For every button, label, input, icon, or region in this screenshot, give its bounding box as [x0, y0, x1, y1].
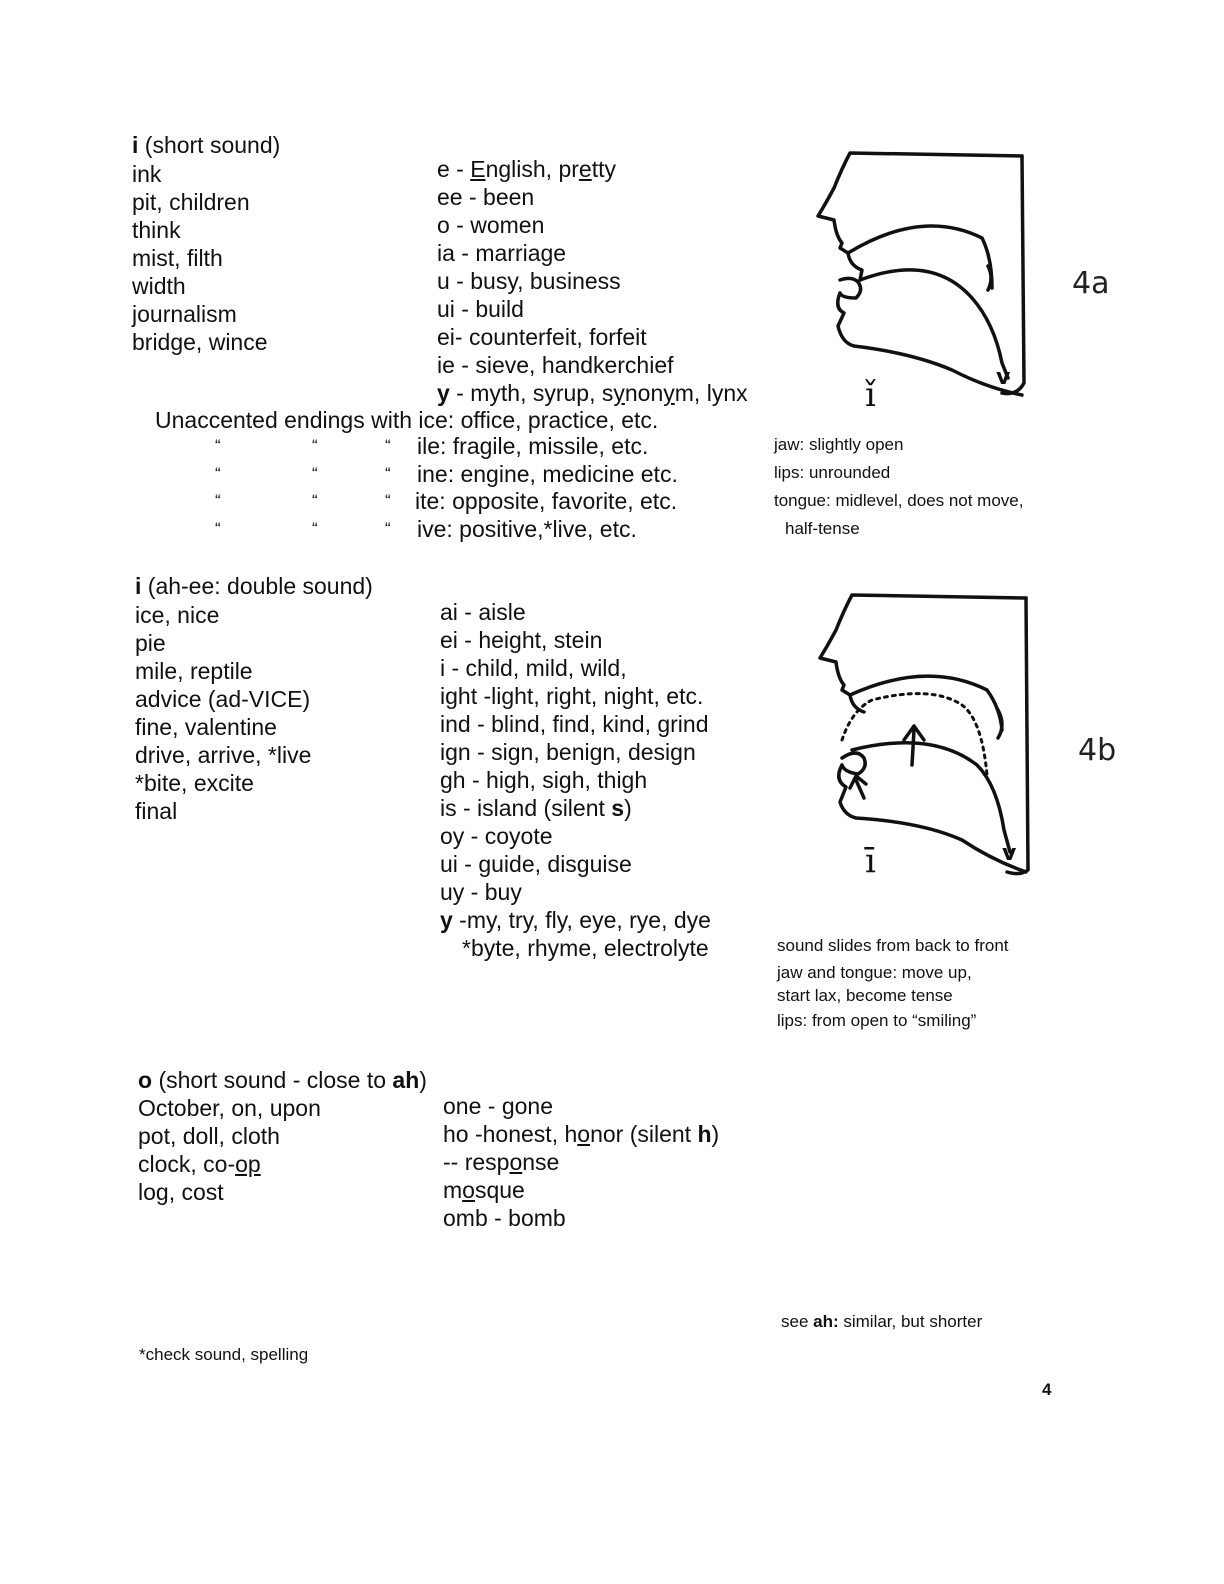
nasal-back-wall	[1002, 156, 1024, 394]
section-i-double-notes	[777, 933, 1009, 1034]
spelling-y-extra: *byte, rhyme, electrolyte	[462, 935, 709, 961]
ending-ine: ine: engine, medicine etc.	[417, 461, 678, 487]
nasal-back-wall	[1007, 598, 1028, 874]
palate-curve	[850, 676, 1002, 730]
ditto-mark: “	[312, 491, 318, 510]
ditto-mark: “	[215, 436, 221, 455]
spelling-ia: ia - marriage	[437, 240, 567, 266]
mouth-diagram-4a	[812, 148, 1037, 408]
example-word: pie	[135, 630, 166, 656]
vowel-symbol: ǐ	[865, 375, 876, 408]
figure-label-4b: 4b	[1078, 733, 1117, 768]
example-word: bridge, wince	[132, 329, 268, 355]
mouth-diagram-4b	[812, 590, 1037, 880]
note-line: jaw: slightly open	[774, 435, 904, 454]
lips-front	[842, 753, 865, 774]
uvula	[988, 266, 991, 290]
face-profile-outline	[818, 153, 1022, 280]
example-word: mist, filth	[132, 245, 223, 271]
section-o-short-note: see ah: similar, but shorter	[781, 1312, 983, 1331]
arrow-up-icon	[904, 726, 924, 765]
spelling-ee: ee - been	[437, 184, 535, 210]
spelling-row: mosque	[443, 1177, 525, 1203]
example-word: think	[132, 217, 181, 243]
section-i-double-heading: i (ah-ee: double sound)	[135, 573, 373, 599]
figure-label-4a: 4a	[1072, 266, 1110, 301]
v-mark-icon: v	[996, 365, 1011, 390]
ditto-mark: “	[215, 491, 221, 510]
spelling-row: oy - coyote	[440, 823, 553, 849]
example-word: ink	[132, 161, 162, 187]
v-mark-icon: v	[1002, 841, 1017, 866]
ending-ile: ile: fragile, missile, etc.	[417, 433, 649, 459]
spelling-row: ight -light, right, night, etc.	[440, 683, 704, 709]
spelling-row: ui - guide, disguise	[440, 851, 632, 877]
note-line: tongue: midlevel, does not move,	[774, 491, 1024, 510]
section-i-short-notes	[774, 432, 1023, 542]
example-word: mile, reptile	[135, 658, 253, 684]
section-o-short-examples	[138, 1094, 321, 1206]
ditto-mark: “	[215, 519, 221, 538]
spelling-y: y - myth, syrup, synonym, lynx	[437, 380, 748, 406]
spelling-row: omb - bomb	[443, 1205, 566, 1231]
spelling-ei: ei- counterfeit, forfeit	[437, 324, 647, 350]
spelling-ui: ui - build	[437, 296, 524, 322]
vowel-symbol: ī	[865, 841, 876, 880]
ditto-mark: “	[385, 491, 391, 510]
tongue-curve	[852, 743, 1010, 852]
spelling-row: uy - buy	[440, 879, 522, 905]
ditto-mark: “	[385, 464, 391, 483]
spelling-row: ai - aisle	[440, 599, 526, 625]
example-word: journalism	[132, 301, 237, 327]
spelling-ie: ie - sieve, handkerchief	[437, 352, 674, 378]
section-i-short-examples	[132, 160, 268, 356]
example-word: *bite, excite	[135, 770, 254, 796]
note-line: lips: unrounded	[774, 463, 891, 482]
section-i-short-spellings	[437, 155, 748, 407]
ditto-mark: “	[312, 436, 318, 455]
ending-ive: ive: positive,*live, etc.	[417, 516, 637, 542]
note-line: sound slides from back to front	[777, 936, 1009, 955]
palate-curve	[848, 226, 992, 288]
spelling-o: o - women	[437, 212, 545, 238]
example-word: log, cost	[138, 1179, 224, 1205]
example-word: advice (ad-VICE)	[135, 686, 311, 712]
section-i-double-examples	[135, 601, 311, 825]
ditto-mark: “	[385, 436, 391, 455]
spelling-is: is - island (silent s)	[440, 795, 632, 821]
spelling-row: ign - sign, benign, design	[440, 739, 696, 765]
spelling-y: y -my, try, fly, eye, rye, dye	[440, 907, 711, 933]
example-word: October, on, upon	[138, 1095, 321, 1121]
section-o-short-spellings	[443, 1092, 719, 1232]
arrow-small-icon	[850, 776, 866, 798]
spelling-row: ho -honest, honor (silent h)	[443, 1121, 720, 1147]
spelling-row: i - child, mild, wild,	[440, 655, 627, 681]
page-number: 4	[1042, 1380, 1052, 1399]
spelling-row: ei - height, stein	[440, 627, 603, 653]
spelling-row: one - gone	[443, 1093, 553, 1119]
ditto-mark: “	[215, 464, 221, 483]
spelling-u: u - busy, business	[437, 268, 621, 294]
spelling-row: gh - high, sigh, thigh	[440, 767, 648, 793]
ditto-mark: “	[312, 519, 318, 538]
example-word: clock, co-op	[138, 1151, 261, 1177]
example-word: pot, doll, cloth	[138, 1123, 280, 1149]
footnote: *check sound, spelling	[139, 1345, 309, 1364]
ditto-mark: “	[312, 464, 318, 483]
ditto-mark: “	[385, 519, 391, 538]
example-word: width	[132, 273, 186, 299]
example-word: pit, children	[132, 189, 250, 215]
section-i-short-heading: i (short sound)	[132, 132, 281, 158]
example-word: final	[135, 798, 178, 824]
note-line: lips: from open to “smiling”	[777, 1011, 977, 1030]
example-word: drive, arrive, *live	[135, 742, 312, 768]
unaccented-endings: Unaccented endings with ice: office, practice, etc.	[155, 407, 659, 433]
spelling-row: -- response	[443, 1149, 560, 1175]
example-word: ice, nice	[135, 602, 220, 628]
ending-ite: ite: opposite, favorite, etc.	[415, 488, 678, 514]
spelling-row: ind - blind, find, kind, grind	[440, 711, 709, 737]
spelling-e: e - English, pretty	[437, 156, 616, 182]
note-line: start lax, become tense	[777, 986, 953, 1005]
section-o-short-heading: o (short sound - close to ah)	[138, 1067, 427, 1093]
note-line: half-tense	[785, 519, 860, 538]
lips-front	[840, 278, 861, 298]
note-line: jaw and tongue: move up,	[777, 963, 972, 982]
example-word: fine, valentine	[135, 714, 277, 740]
section-i-double-spellings	[440, 598, 711, 962]
